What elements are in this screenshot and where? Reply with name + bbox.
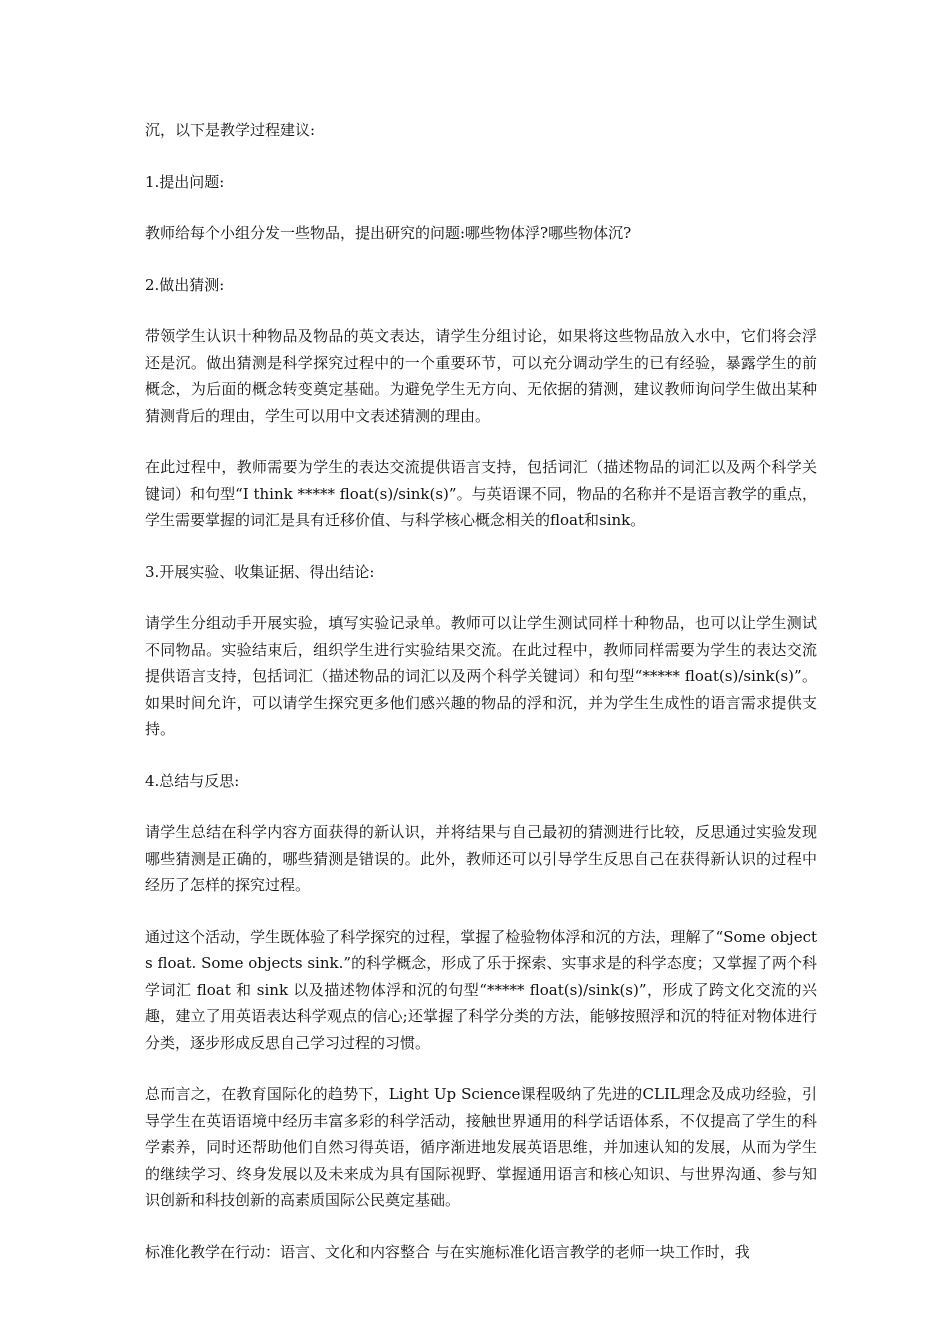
paragraph-summary: 请学生总结在科学内容方面获得的新认识，并将结果与自己最初的猜测进行比较，反思通过实验发现哪些猜测是正确的，哪些猜测是错误的。此外，教师还可以引导学生反思自己在获得新认识的过程中经历了怎样的探究过程。 (145, 823, 817, 894)
heading-experiment: 3.开展实验、收集证据、得出结论: (145, 562, 375, 581)
heading-summary: 4.总结与反思: (145, 771, 240, 790)
heading-ask-question: 1.提出问题: (145, 172, 225, 191)
paragraph-conclusion: 总而言之，在教育国际化的趋势下，Light Up Science课程吸纳了先进的CLIL理念及成功经验，引导学生在英语语境中经历丰富多彩的科学活动，接触世界通用的科学话语体系，不仅提高了学生的科学素养，同时还帮助他们自然习得英语，循序渐进地发展英语思维，并加速认知的发展，从而为学生的继续学习、终身发展以及未来成为具有国际视野、掌握通用语言和核心知识、与世界沟通、参与知识创新和科技创新的高素质国际公民奠定基础。 (145, 1085, 817, 1209)
paragraph-intro: 沉，以下是教学过程建议: (145, 121, 316, 139)
paragraph-make-guess: 带领学生认识十种物品及物品的英文表达，请学生分组讨论，如果将这些物品放入水中，它们将会浮还是沉。做出猜测是科学探究过程中的一个重要环节，可以充分调动学生的已有经验，暴露学生的前概念，为后面的概念转变奠定基础。为避免学生无方向、无依据的猜测，建议教师询问学生做出某种猜测背后的理由，学生可以用中文表述猜测的理由。 (145, 327, 817, 425)
paragraph-outcomes: 通过这个活动，学生既体验了科学探究的过程，掌握了检验物体浮和沉的方法，理解了“Some objects float. Some objects sink.”的科学概念，形成了乐于探索、实事求是的科学态度；又掌握了两个科学词汇 float 和 sink 以及描述物体浮和沉的句型“***** float(s)/sink(s)”，形成了跨文化交流的兴趣，建立了用英语表达科学观点的信心;还掌握了科学分类的方法，能够按照浮和沉的特征对物体进行分类，逐步形成反思自己学习过程的习惯。 (145, 927, 817, 1052)
heading-make-guess: 2.做出猜测: (145, 275, 225, 294)
paragraph-experiment: 请学生分组动手开展实验，填写实验记录单。教师可以让学生测试同样十种物品，也可以让学生测试不同物品。实验结束后，组织学生进行实验结果交流。在此过程中，教师同样需要为学生的表达交流提供语言支持，包括词汇（描述物品的词汇以及两个科学关键词）和句型“***** float(s)/sink(s)”。如果时间允许，可以请学生探究更多他们感兴趣的物品的浮和沉，并为学生生成性的语言需求提供支持。 (145, 614, 817, 738)
paragraph-language-support: 在此过程中，教师需要为学生的表达交流提供语言支持，包括词汇（描述物品的词汇以及两个科学关键词）和句型“I think ***** float(s)/sink(s)”。与英语课不同，物品的名称并不是语言教学的重点，学生需要掌握的词汇是具有迁移价值、与科学核心概念相关的float和sink。 (145, 458, 817, 529)
paragraph-next-section: 标准化教学在行动：语言、文化和内容整合 与在实施标准化语言教学的老师一块工作时，我 (145, 1242, 750, 1261)
document-page (145, 117, 817, 1290)
paragraph-ask-question: 教师给每个小组分发一些物品，提出研究的问题:哪些物体浮?哪些物体沉? (145, 224, 632, 242)
